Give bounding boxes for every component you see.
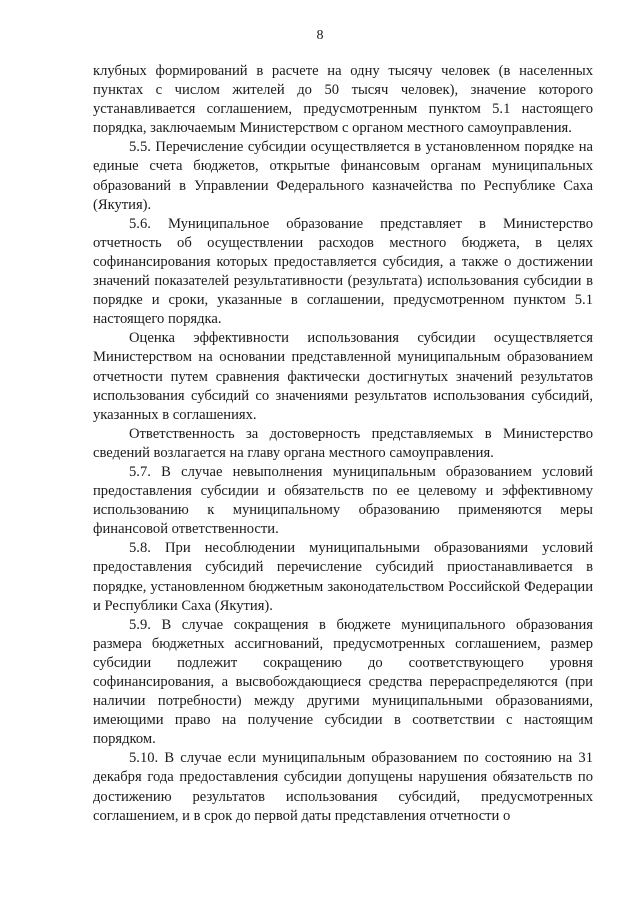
paragraph-5-7: 5.7. В случае невыполнения муниципальным образованием условий предоставления субсидии и обязательств по ее целевому и эффективному использованию к муниципальному образованию применяются меры финансовой ответственности. [93, 463, 593, 538]
paragraph-responsibility: Ответственность за достоверность представляемых в Министерство сведений возлагается на главу органа местного самоуправления. [93, 425, 593, 461]
paragraph-evaluation: Оценка эффективности использования субсидии осуществляется Министерством на основании представленной муниципальным образованием отчетности путем сравнения фактически достигнутых значений результатов использования субсидий со значениями результатов использования субсидий, указанных в соглашениях. [93, 330, 593, 423]
document-body [93, 62, 593, 826]
paragraph-5-5: 5.5. Перечисление субсидии осуществляется в установленном порядке на единые счета бюджетов, открытые финансовым органам муниципальных образований в Управлении Федерального казначейства по Республике Саха (Якутия). [93, 139, 593, 213]
paragraph-5-8: 5.8. При несоблюдении муниципальными образованиями условий предоставления субсидий перечисление субсидий приостанавливается в порядке, установленном бюджетным законодательством Российской Федерации и Республики Саха (Якутия). [93, 540, 593, 614]
paragraph-continuation: клубных формирований в расчете на одну тысячу человек (в населенных пунктах с числом жителей до 50 тысяч человек), значение которого устанавливается соглашением, предусмотренным пунктом 5.1 настоящего порядка, заключаемым Министерством с органом местного самоуправления. [93, 63, 593, 137]
paragraph-5-9: 5.9. В случае сокращения в бюджете муниципального образования размера бюджетных ассигнований, предусмотренных соглашением, размер субсидии подлежит сокращению до соответствующего уровня софинансирования, а высвобождающиеся средства перераспределяются (при наличии потребности) между другими муниципальными образованиями, имеющими право на получение субсидии в соответствии с настоящим порядком. [93, 616, 593, 748]
paragraph-5-6: 5.6. Муниципальное образование представляет в Министерство отчетность об осуществлении расходов местного бюджета, в целях софинансирования которых предоставляется субсидия, а также о достижении значений показателей результативности (результата) использования субсидии в порядке и сроки, указанные в соглашении, предусмотренном пунктом 5.1 настоящего порядка. [93, 215, 593, 328]
paragraph-5-10: 5.10. В случае если муниципальным образованием по состоянию на 31 декабря года предоставления субсидии допущены нарушения обязательств по достижению результатов использования субсидий, предусмотренных соглашением, и в срок до первой даты представления отчетности о [93, 750, 593, 824]
page-number: 8 [316, 28, 324, 43]
